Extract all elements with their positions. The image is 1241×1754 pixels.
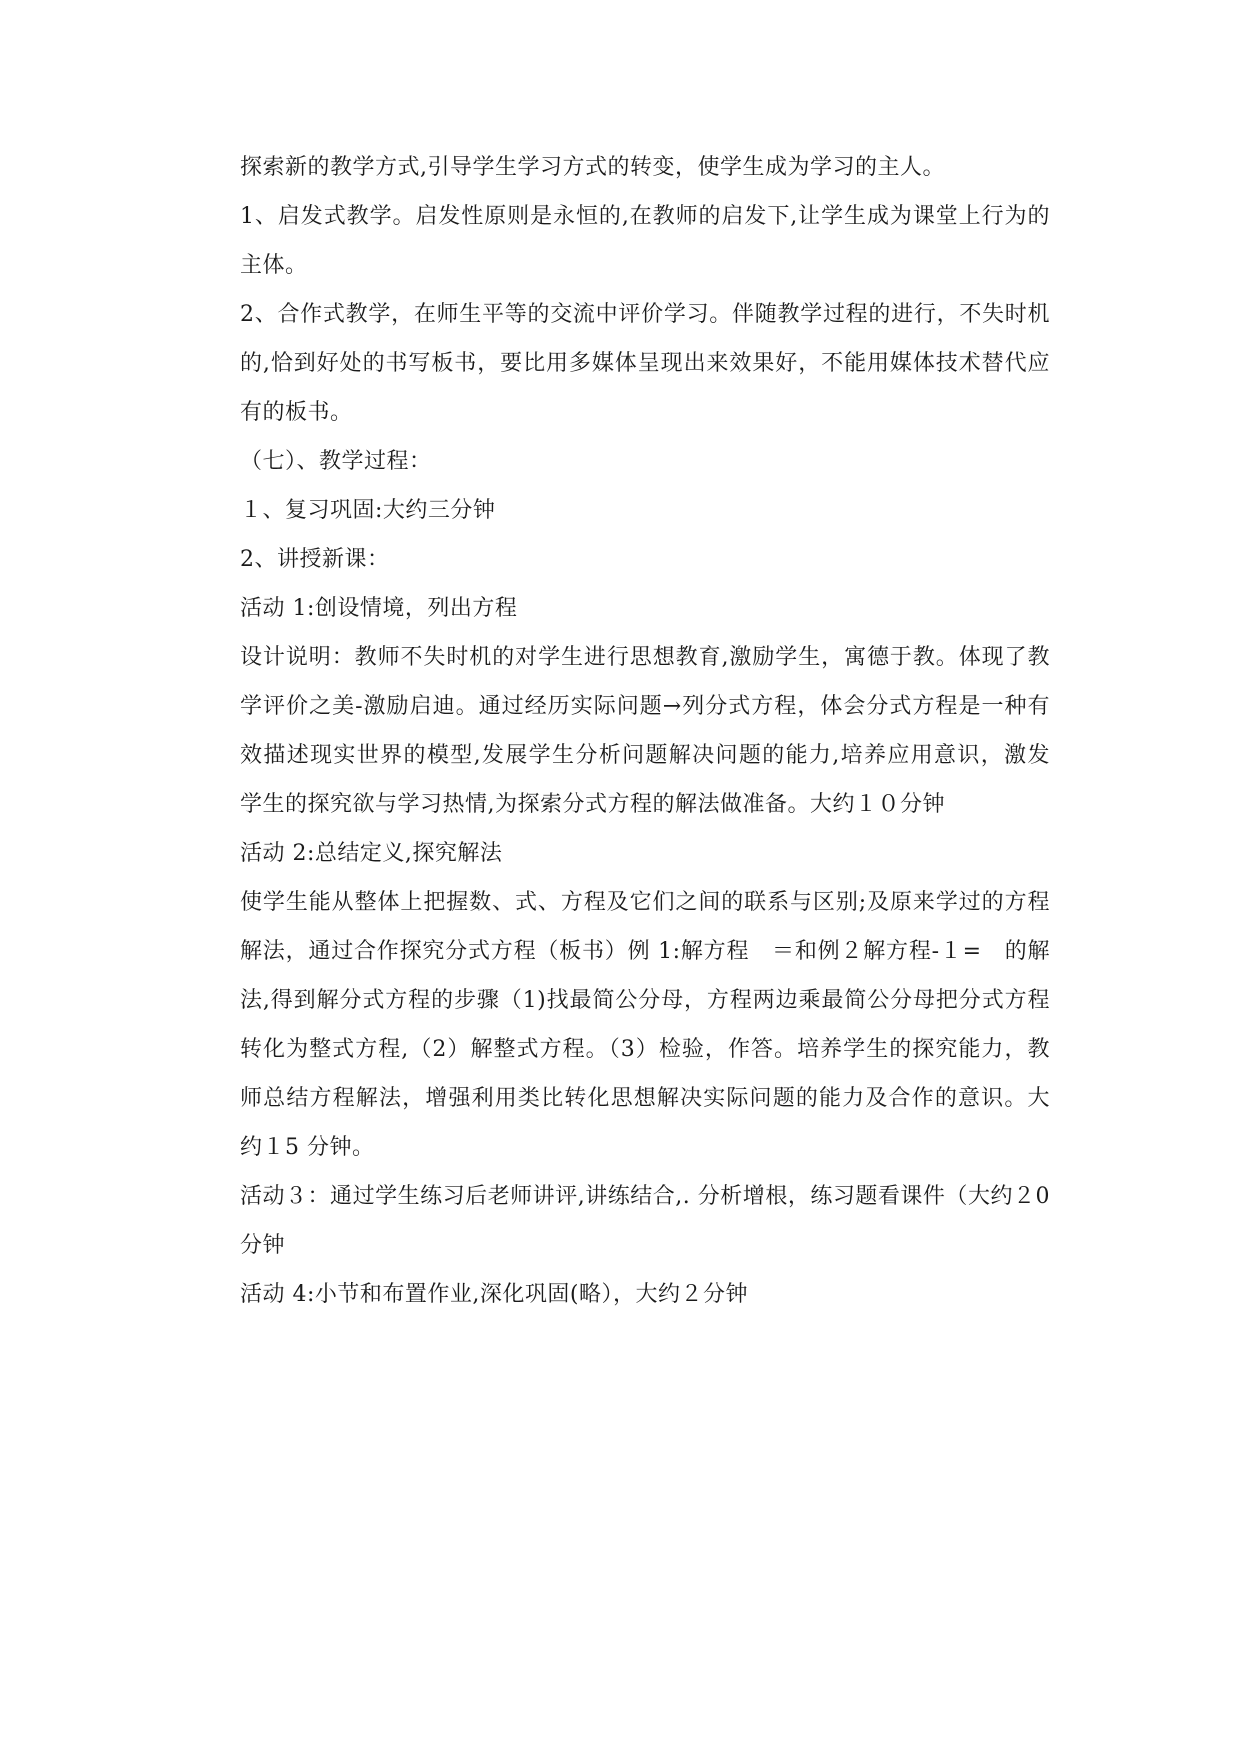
activity-heading: 活动 4:小节和布置作业,深化巩固(略），大约２分钟: [240, 1282, 748, 1307]
text-line: 学生的探究欲与学习热情,为探索分式方程的解法做准备。大约１０分钟: [240, 792, 945, 817]
text-line: 探索新的教学方式,引导学生学习方式的转变，使学生成为学习的主人。: [240, 155, 945, 180]
text-line: 使学生能从整体上把握数、式、方程及它们之间的联系与区别;及原来学过的方程: [240, 890, 1050, 915]
activity-heading: 活动 1:创设情境，列出方程: [240, 596, 518, 621]
text-line: 约１5 分钟。: [240, 1135, 375, 1160]
text-line: １、复习巩固:大约三分钟: [240, 498, 496, 523]
text-line: 有的板书。: [240, 400, 353, 425]
text-line: 效描述现实世界的模型,发展学生分析问题解决问题的能力,培养应用意识，激发: [240, 743, 1050, 768]
text-line: 的,恰到好处的书写板书，要比用多媒体呈现出来效果好，不能用媒体技术替代应: [240, 351, 1050, 376]
text-line: 主体。: [240, 253, 308, 278]
text-line: 师总结方程解法，增强利用类比转化思想解决实际问题的能力及合作的意识。大: [240, 1086, 1050, 1111]
document-page: [240, 154, 1050, 1330]
text-line: 解法，通过合作探究分式方程（板书）例 1:解方程 ＝和例２解方程-１= 的解: [240, 939, 1050, 964]
activity-heading: 活动 2:总结定义,探究解法: [240, 841, 503, 866]
text-line: 1、启发式教学。启发性原则是永恒的,在教师的启发下,让学生成为课堂上行为的: [240, 204, 1050, 229]
text-line: 分钟: [240, 1233, 286, 1258]
text-line: 转化为整式方程,（2）解整式方程。（3）检验，作答。培养学生的探究能力，教: [240, 1037, 1050, 1062]
section-heading: （七）、教学过程：: [240, 449, 432, 474]
text-line: 设计说明：教师不失时机的对学生进行思想教育,激励学生，寓德于教。体现了教: [240, 645, 1050, 670]
text-line: 法,得到解分式方程的步骤（1)找最简公分母，方程两边乘最简公分母把分式方程: [240, 988, 1050, 1013]
text-line: 学评价之美-激励启迪。通过经历实际问题→列分式方程，体会分式方程是一种有: [240, 694, 1050, 719]
activity-heading: 活动３：通过学生练习后老师讲评,讲练结合,. 分析增根，练习题看课件（大约２0: [240, 1184, 1050, 1209]
text-line: 2、讲授新课：: [240, 547, 390, 572]
text-line: 2、合作式教学，在师生平等的交流中评价学习。伴随教学过程的进行，不失时机: [240, 302, 1050, 327]
